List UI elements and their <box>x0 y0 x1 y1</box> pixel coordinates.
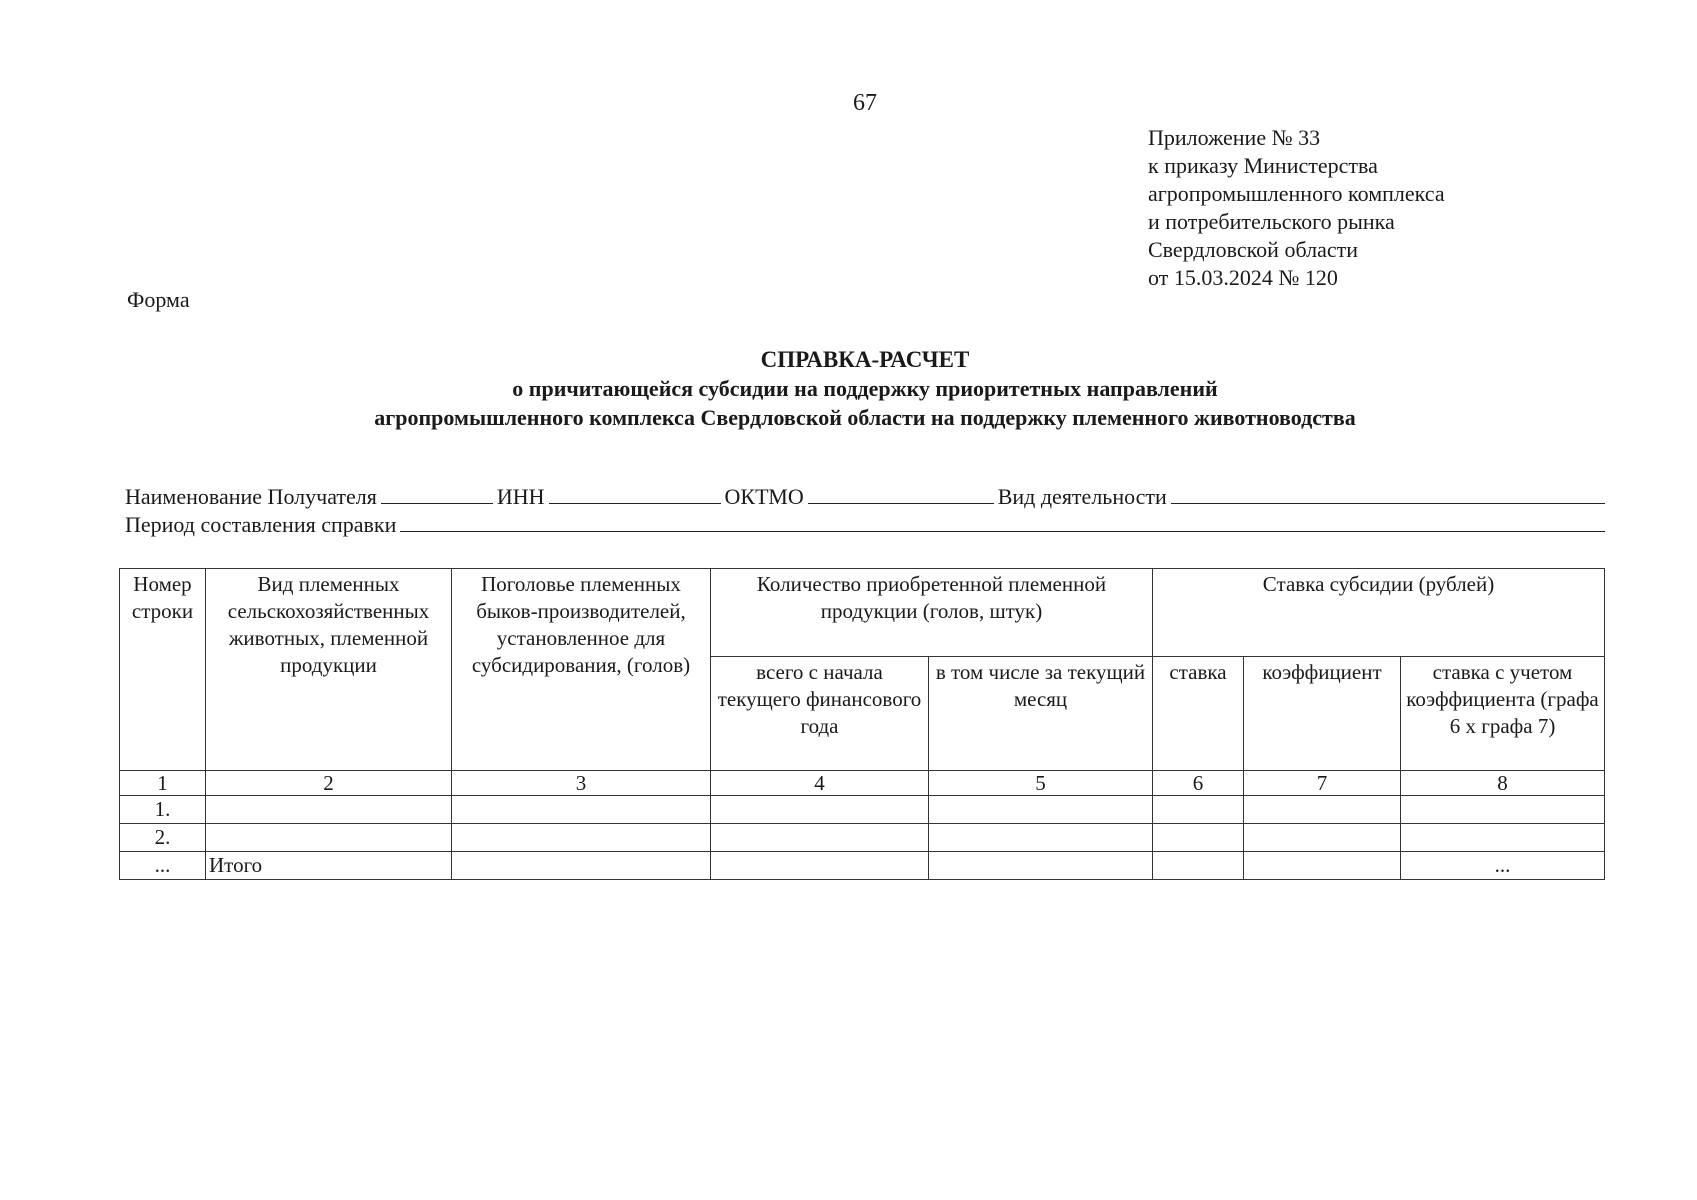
current-month-cell[interactable] <box>929 824 1153 852</box>
col-header-rate-group: Ставка субсидии (рублей) <box>1153 569 1605 657</box>
col-header-animal-type: Вид племенных сельскохозяйственных животных, племенной продукции <box>206 569 452 771</box>
oktmo-blank[interactable] <box>808 485 994 504</box>
period-blank[interactable] <box>400 513 1605 532</box>
title-line-3: агропромышленного комплекса Свердловской области на поддержку племенного животноводства <box>374 405 1356 430</box>
field-row-2 <box>125 512 1605 540</box>
current-month-cell[interactable] <box>929 852 1153 880</box>
rate-cell[interactable] <box>1153 824 1244 852</box>
livestock-cell[interactable] <box>452 796 711 824</box>
column-number: 1 <box>120 771 206 796</box>
activity-label: Вид деятельности <box>997 484 1167 509</box>
column-number: 7 <box>1244 771 1401 796</box>
coefficient-cell[interactable] <box>1244 852 1401 880</box>
row-number-cell: 2. <box>120 824 206 852</box>
inn-label: ИНН <box>496 484 545 509</box>
title-line-1: СПРАВКА-РАСЧЕТ <box>760 347 970 372</box>
appendix-line: и потребительского рынка <box>1148 209 1395 234</box>
activity-blank[interactable] <box>1171 485 1605 504</box>
appendix-line: к приказу Министерства <box>1148 153 1378 178</box>
appendix-reference <box>1148 124 1445 292</box>
page-number: 67 <box>853 90 877 116</box>
col-header-current-month: в том числе за текущий месяц <box>929 657 1153 771</box>
column-number: 8 <box>1401 771 1605 796</box>
column-number-row <box>120 771 1605 796</box>
total-label-cell: Итого <box>206 852 452 880</box>
col-header-total-year: всего с начала текущего финансового года <box>711 657 929 771</box>
animal-type-cell[interactable] <box>206 796 452 824</box>
col-header-row-number: Номер строки <box>120 569 206 771</box>
appendix-line: от 15.03.2024 № 120 <box>1148 265 1338 290</box>
livestock-cell[interactable] <box>452 824 711 852</box>
appendix-line: Свердловской области <box>1148 237 1358 262</box>
recipient-blank[interactable] <box>381 485 493 504</box>
column-number: 5 <box>929 771 1153 796</box>
recipient-label: Наименование Получателя <box>125 484 377 509</box>
title-line-2: о причитающейся субсидии на поддержку приоритетных направлений <box>512 376 1218 401</box>
header-fields <box>125 484 1605 540</box>
animal-type-cell[interactable] <box>206 824 452 852</box>
total-year-cell[interactable] <box>711 852 929 880</box>
appendix-line: Приложение № 33 <box>1148 125 1321 150</box>
row-number-cell: ... <box>120 852 206 880</box>
table-row <box>120 824 1605 852</box>
column-number: 6 <box>1153 771 1244 796</box>
field-row-1 <box>125 484 1605 512</box>
col-header-rate: ставка <box>1153 657 1244 771</box>
oktmo-label: ОКТМО <box>724 484 804 509</box>
total-year-cell[interactable] <box>711 824 929 852</box>
table-row <box>120 796 1605 824</box>
coefficient-cell[interactable] <box>1244 824 1401 852</box>
column-number: 4 <box>711 771 929 796</box>
rate-with-coef-cell[interactable]: ... <box>1401 852 1605 880</box>
column-number: 3 <box>452 771 711 796</box>
subsidy-table <box>119 568 1605 880</box>
rate-cell[interactable] <box>1153 852 1244 880</box>
table-row-total <box>120 852 1605 880</box>
form-label: Форма <box>127 287 190 312</box>
total-year-cell[interactable] <box>711 796 929 824</box>
col-header-rate-with-coef: ставка с учетом коэффициента (графа 6 х графа 7) <box>1401 657 1605 771</box>
period-label: Период составления справки <box>125 512 397 537</box>
current-month-cell[interactable] <box>929 796 1153 824</box>
livestock-cell[interactable] <box>452 852 711 880</box>
inn-blank[interactable] <box>549 485 721 504</box>
rate-cell[interactable] <box>1153 796 1244 824</box>
header-row-1 <box>120 569 1605 657</box>
document-title <box>0 345 1697 432</box>
rate-with-coef-cell[interactable] <box>1401 824 1605 852</box>
col-header-livestock: Поголовье племенных быков-производителей, установленное для субсидирования, (голов) <box>452 569 711 771</box>
column-number: 2 <box>206 771 452 796</box>
coefficient-cell[interactable] <box>1244 796 1401 824</box>
row-number-cell: 1. <box>120 796 206 824</box>
col-header-coefficient: коэффициент <box>1244 657 1401 771</box>
col-header-purchased: Количество приобретенной племенной продукции (голов, штук) <box>711 569 1153 657</box>
rate-with-coef-cell[interactable] <box>1401 796 1605 824</box>
appendix-line: агропромышленного комплекса <box>1148 181 1445 206</box>
